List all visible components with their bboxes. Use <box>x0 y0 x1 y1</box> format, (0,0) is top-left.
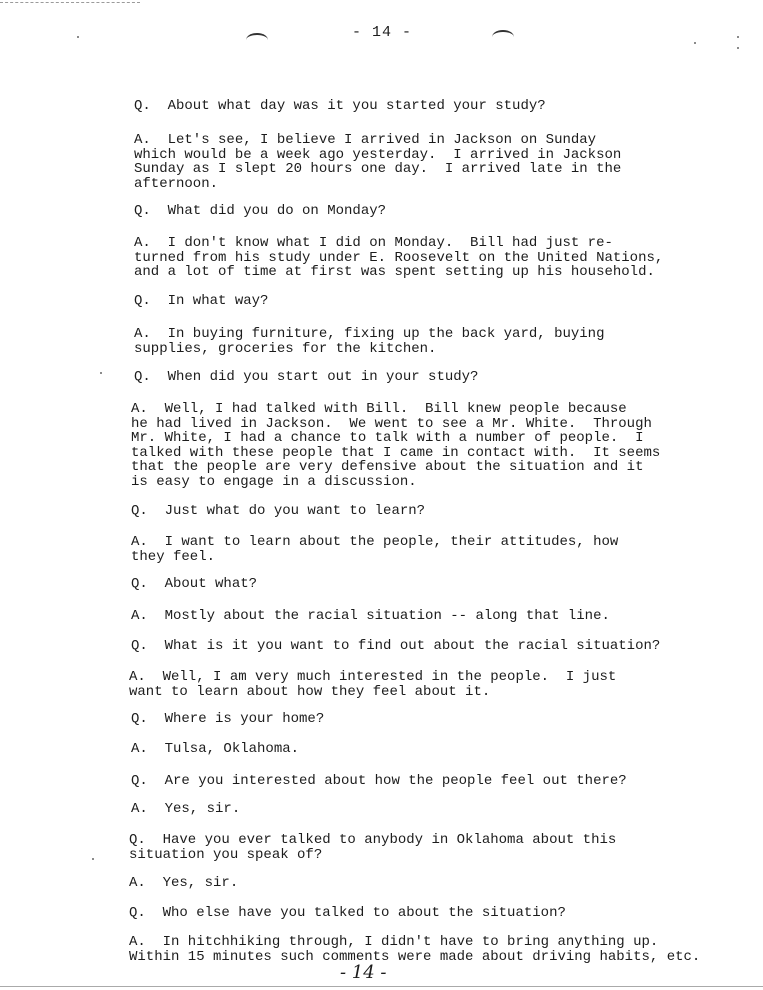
question-paragraph: Q. What did you do on Monday? <box>134 203 387 219</box>
bottom-edge-rule <box>0 986 763 987</box>
question-paragraph: Q. Are you interested about how the people feel out there? <box>131 773 627 789</box>
question-paragraph: Q. About what day was it you started your study? <box>134 98 546 114</box>
answer-paragraph: A. Well, I am very much interested in the people. I just want to learn about how they feel about it. <box>129 669 617 700</box>
answer-paragraph: A. Yes, sir. <box>129 875 239 891</box>
question-paragraph: Q. Who else have you talked to about the situation? <box>129 905 566 921</box>
answer-paragraph: A. Tulsa, Oklahoma. <box>131 741 300 757</box>
scan-speck <box>92 858 94 860</box>
answer-paragraph: A. In buying furniture, fixing up the back yard, buying supplies, groceries for the kitchen. <box>134 326 605 357</box>
question-paragraph: Q. What is it you want to find out about the racial situation? <box>131 638 661 654</box>
handwritten-page-number: - 14 - <box>340 962 387 983</box>
question-paragraph: Q. Have you ever talked to anybody in Oklahoma about this situation you speak of? <box>129 832 617 863</box>
scan-speck <box>100 372 102 374</box>
answer-paragraph: A. Mostly about the racial situation -- along that line. <box>131 608 610 624</box>
question-paragraph: Q. When did you start out in your study? <box>134 369 479 385</box>
answer-paragraph: A. I want to learn about the people, their attitudes, how they feel. <box>131 534 619 565</box>
answer-paragraph: A. In hitchhiking through, I didn't have to bring anything up. Within 15 minutes such comments were made about driving habits, etc. <box>129 934 701 965</box>
answer-paragraph: A. Well, I had talked with Bill. Bill knew people because he had lived in Jackson. We went to see a Mr. White. Through Mr. White, I had a chance to talk with a number of people. I talked with these people that I came in contact with. It seems that the people are very defensive about the situation and it is easy to engage in a discussion. <box>131 401 661 490</box>
question-paragraph: Q. In what way? <box>134 293 269 309</box>
question-paragraph: Q. Just what do you want to learn? <box>131 503 426 519</box>
question-paragraph: Q. About what? <box>131 576 258 592</box>
page-number-header: - 14 - <box>352 24 413 41</box>
hole-punch-mark-left <box>246 33 268 47</box>
scan-speck <box>694 42 696 44</box>
answer-paragraph: A. Yes, sir. <box>131 801 241 817</box>
answer-paragraph: A. I don't know what I did on Monday. Bill had just re- turned from his study under E. Roosevelt on the United Nations, and a lot of time at first was spent setting up his household. <box>134 235 664 281</box>
hole-punch-mark-right <box>492 30 514 44</box>
top-edge-dashes <box>0 2 140 3</box>
scan-speck <box>737 47 739 49</box>
question-paragraph: Q. Where is your home? <box>131 711 325 727</box>
scan-speck <box>737 36 739 38</box>
scan-speck <box>77 36 79 38</box>
answer-paragraph: A. Let's see, I believe I arrived in Jackson on Sunday which would be a week ago yesterday. I arrived in Jackson Sunday as I slept 20 hours one day. I arrived late in the afternoon. <box>134 132 622 192</box>
